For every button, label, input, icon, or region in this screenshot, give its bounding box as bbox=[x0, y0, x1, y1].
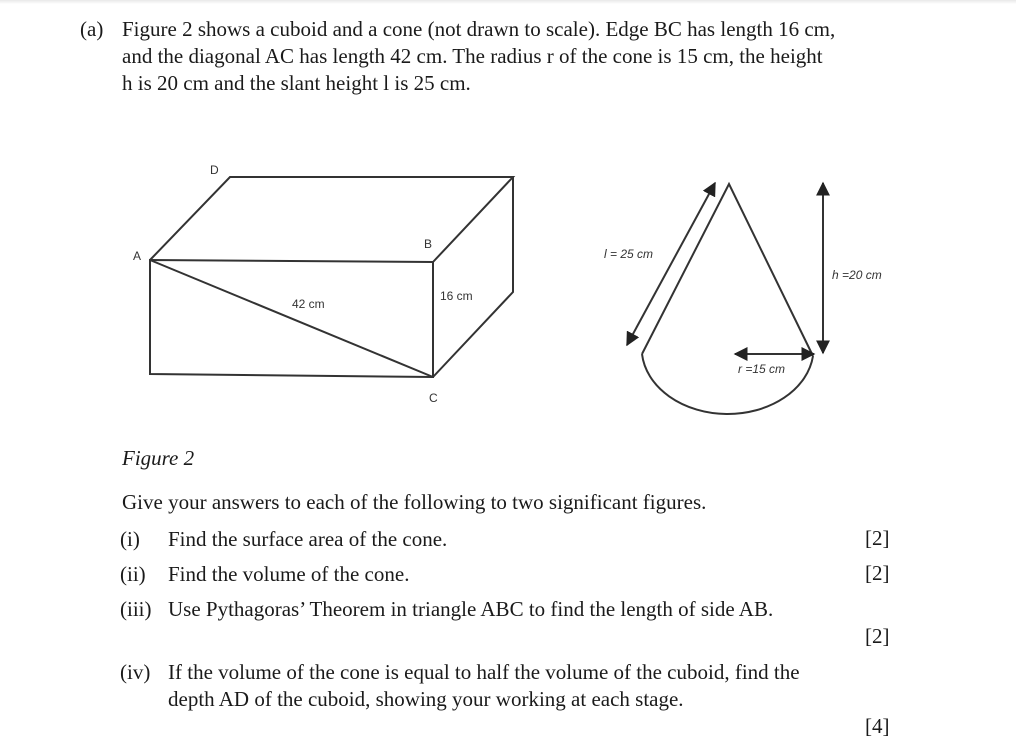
cuboid-diagram bbox=[150, 177, 513, 377]
question-iii bbox=[120, 596, 840, 652]
vertex-label-c: C bbox=[429, 391, 438, 405]
radius-label: r =15 cm bbox=[738, 362, 786, 376]
vertex-label-a: A bbox=[133, 249, 142, 263]
marks-i: [2] bbox=[865, 526, 890, 550]
vertex-label-d: D bbox=[210, 163, 219, 177]
cone-diagram bbox=[627, 183, 823, 414]
question-iv bbox=[120, 659, 840, 743]
question-i bbox=[120, 526, 840, 556]
question-number: (i) bbox=[120, 527, 140, 551]
cuboid-diagonal-ac bbox=[150, 260, 433, 377]
vertex-label-b: B bbox=[424, 237, 433, 251]
edge-length-label: 16 cm bbox=[440, 289, 473, 303]
question-number: (iii) bbox=[120, 597, 152, 621]
question-number: (iv) bbox=[120, 660, 151, 684]
diagonal-length-label: 42 cm bbox=[292, 297, 325, 311]
height-label: h =20 cm bbox=[832, 268, 882, 282]
part-label: (a) bbox=[80, 17, 104, 41]
question-text: Use Pythagoras’ Theorem in triangle ABC to find the length of side AB. bbox=[168, 597, 774, 621]
marks-ii: [2] bbox=[865, 561, 890, 585]
intro-text: Figure 2 shows a cuboid and a cone (not drawn to scale). Edge BC has length 16 cm, and the diagonal AC has length 42 cm. The radius r of the cone is 15 cm, the height h is 20 cm and the slant height l is 25 cm. bbox=[122, 17, 836, 95]
question-text: If the volume of the cone is equal to half the volume of the cuboid, find the depth AD of the cuboid, showing your working at each stage. bbox=[168, 660, 800, 711]
instruction-text: Give your answers to each of the following to two significant figures. bbox=[122, 490, 707, 514]
slant-height-label: l = 25 cm bbox=[604, 247, 654, 261]
cuboid-side-face bbox=[433, 177, 513, 377]
cone-base-arc bbox=[642, 354, 813, 414]
question-text: Find the surface area of the cone. bbox=[168, 527, 448, 551]
cuboid-top-face bbox=[150, 177, 513, 262]
marks-iii: [2] bbox=[865, 624, 890, 648]
question-number: (ii) bbox=[120, 562, 146, 586]
figure-caption: Figure 2 bbox=[122, 446, 195, 470]
marks-iv: [4] bbox=[865, 714, 890, 738]
slant-height-arrow bbox=[627, 183, 715, 345]
question-text: Find the volume of the cone. bbox=[168, 562, 410, 586]
question-ii bbox=[120, 561, 840, 591]
